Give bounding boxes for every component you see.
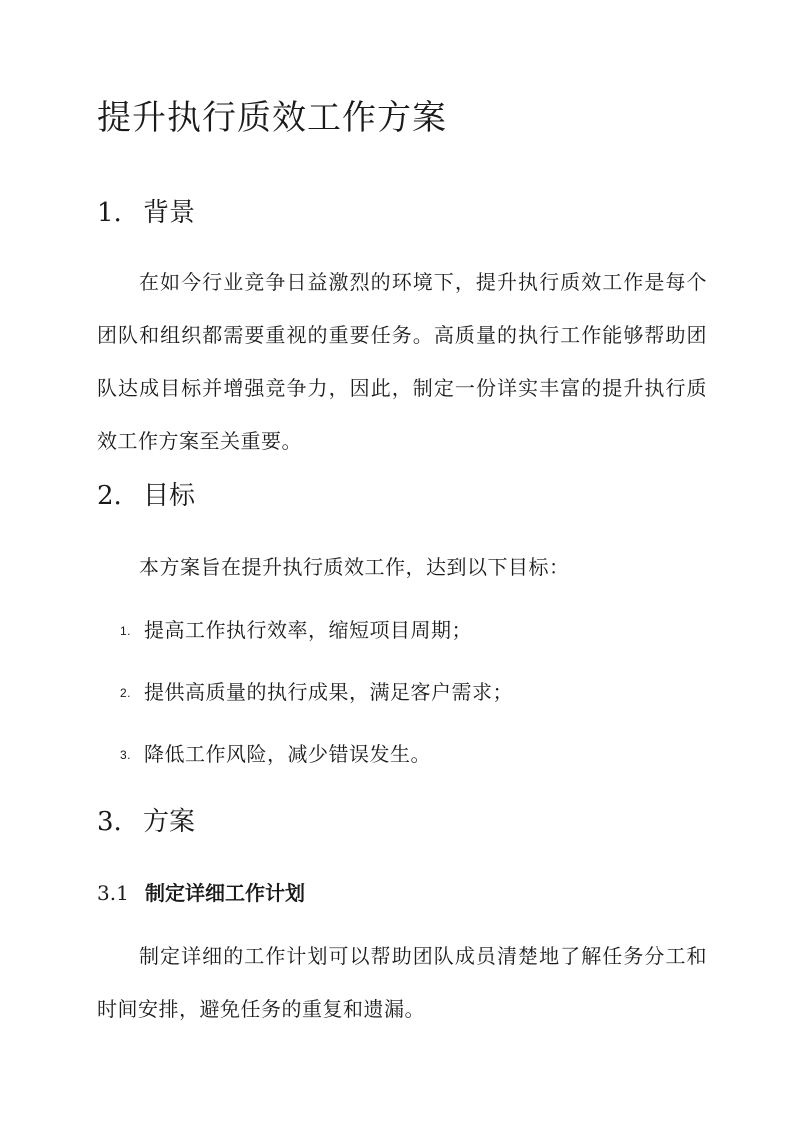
list-item-text: 提高工作执行效率，缩短项目周期； [144,618,472,642]
section-title: 方案 [143,807,196,837]
section-number: 2. [97,481,122,511]
section-title: 目标 [143,481,196,511]
list-item-text: 提供高质量的执行成果，满足客户需求； [144,680,513,704]
list-item-text: 降低工作风险，减少错误发生。 [144,742,431,766]
list-marker: 1. [120,624,132,638]
section-number: 1. [97,198,122,228]
goal-list-item [120,616,472,645]
goals-intro: 本方案旨在提升执行质效工作，达到以下目标： [139,555,570,579]
subsection-heading-work-plan [97,879,305,907]
section-heading-goals [97,479,195,513]
section-heading-background [97,196,195,230]
section-number: 3. [97,807,122,837]
subsection-number: 3.1 [97,881,129,905]
section-title: 背景 [143,198,196,228]
section-heading-plan [97,805,195,839]
list-marker: 2. [120,686,132,700]
goal-list-item [120,740,431,769]
document-title: 提升执行质效工作方案 [97,98,447,138]
background-paragraph: 在如今行业竞争日益激烈的环境下，提升执行质效工作是每个团队和组织都需要重视的重要任务。高质量的执行工作能够帮助团队达成目标并增强竞争力，因此，制定一份详实丰富的提升执行质效工作方案至关重要。 [97,270,707,453]
goal-list-item [120,678,513,707]
list-marker: 3. [120,748,132,762]
work-plan-paragraph: 制定详细的工作计划可以帮助团队成员清楚地了解任务分工和时间安排，避免任务的重复和遗漏。 [97,944,707,1021]
subsection-title: 制定详细工作计划 [145,881,305,905]
